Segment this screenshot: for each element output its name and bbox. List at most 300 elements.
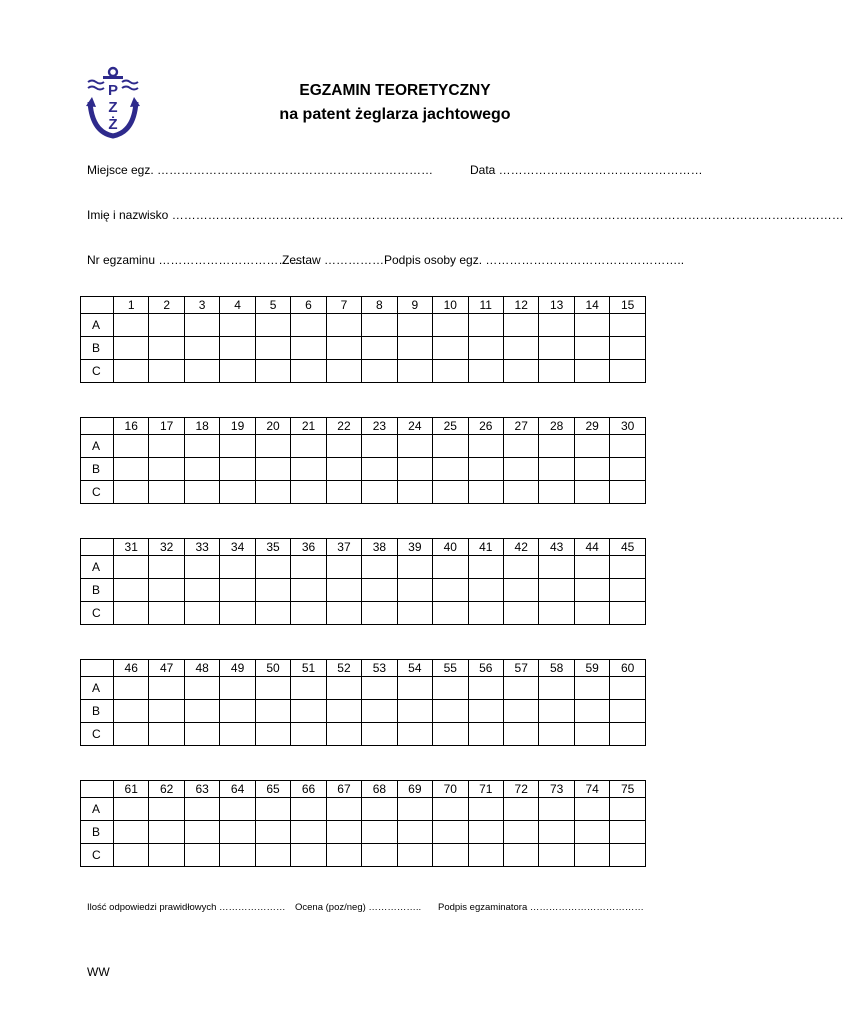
answer-cell[interactable] — [220, 481, 255, 504]
answer-cell[interactable] — [184, 723, 219, 746]
answer-cell[interactable] — [503, 677, 538, 700]
answer-cell[interactable] — [574, 677, 609, 700]
answer-cell[interactable] — [539, 337, 574, 360]
answer-cell[interactable] — [184, 337, 219, 360]
answer-cell[interactable] — [397, 821, 432, 844]
answer-cell[interactable] — [220, 723, 255, 746]
answer-cell[interactable] — [326, 458, 361, 481]
question-number-header: 57 — [503, 660, 538, 677]
question-number-header: 44 — [574, 539, 609, 556]
answer-cell[interactable] — [220, 360, 255, 383]
answer-cell[interactable] — [574, 458, 609, 481]
answer-cell[interactable] — [291, 314, 326, 337]
answer-cell[interactable] — [503, 435, 538, 458]
answer-cell[interactable] — [362, 481, 397, 504]
answer-table-4 — [80, 659, 646, 746]
answer-cell[interactable] — [397, 677, 432, 700]
answer-cell[interactable] — [255, 798, 290, 821]
answer-cell[interactable] — [114, 723, 149, 746]
answer-cell[interactable] — [468, 602, 503, 625]
answer-cell[interactable] — [610, 481, 646, 504]
answer-cell[interactable] — [574, 337, 609, 360]
answer-cell[interactable] — [114, 458, 149, 481]
answer-cell[interactable] — [433, 360, 468, 383]
answer-cell[interactable] — [397, 602, 432, 625]
answer-cell[interactable] — [468, 821, 503, 844]
answer-row — [81, 700, 646, 723]
answer-cell[interactable] — [255, 481, 290, 504]
answer-cell[interactable] — [362, 360, 397, 383]
answer-cell[interactable] — [397, 579, 432, 602]
answer-cell[interactable] — [503, 821, 538, 844]
answer-cell[interactable] — [539, 602, 574, 625]
answer-cell[interactable] — [468, 458, 503, 481]
question-number-header: 5 — [255, 297, 290, 314]
answer-cell[interactable] — [184, 579, 219, 602]
answer-cell[interactable] — [255, 314, 290, 337]
answer-cell[interactable] — [610, 579, 646, 602]
answer-cell[interactable] — [610, 700, 646, 723]
answer-cell[interactable] — [255, 579, 290, 602]
answer-cell[interactable] — [503, 481, 538, 504]
answer-cell[interactable] — [362, 821, 397, 844]
answer-cell[interactable] — [610, 556, 646, 579]
answer-cell[interactable] — [503, 360, 538, 383]
answer-cell[interactable] — [397, 314, 432, 337]
answer-cell[interactable] — [610, 458, 646, 481]
answer-cell[interactable] — [184, 821, 219, 844]
answer-cell[interactable] — [326, 723, 361, 746]
logo-letter-z: Z — [108, 99, 118, 116]
answer-option-label: A — [81, 314, 114, 337]
answer-cell[interactable] — [220, 602, 255, 625]
answer-cell[interactable] — [326, 579, 361, 602]
question-number-header: 73 — [539, 781, 574, 798]
question-number-header: 1 — [114, 297, 149, 314]
question-number-header: 27 — [503, 418, 538, 435]
answer-row — [81, 435, 646, 458]
answer-cell[interactable] — [503, 602, 538, 625]
answer-cell[interactable] — [397, 458, 432, 481]
answer-cell[interactable] — [149, 337, 184, 360]
answer-cell[interactable] — [255, 602, 290, 625]
answer-cell[interactable] — [362, 337, 397, 360]
answer-cell[interactable] — [149, 435, 184, 458]
answer-cell[interactable] — [326, 700, 361, 723]
field-nr-egzaminu[interactable]: Nr egzaminu ………………………………. — [87, 253, 306, 267]
answer-cell[interactable] — [114, 337, 149, 360]
answer-cell[interactable] — [574, 556, 609, 579]
answer-cell[interactable] — [149, 677, 184, 700]
answer-cell[interactable] — [468, 314, 503, 337]
answer-cell[interactable] — [503, 579, 538, 602]
question-number-header: 2 — [149, 297, 184, 314]
answer-cell[interactable] — [610, 677, 646, 700]
answer-cell[interactable] — [255, 723, 290, 746]
answer-cell[interactable] — [114, 798, 149, 821]
answer-row — [81, 337, 646, 360]
answer-cell[interactable] — [149, 821, 184, 844]
answer-cell[interactable] — [539, 798, 574, 821]
answer-option-label: C — [81, 481, 114, 504]
answer-cell[interactable] — [468, 677, 503, 700]
answer-table-5 — [80, 780, 646, 867]
answer-cell[interactable] — [539, 723, 574, 746]
answer-cell[interactable] — [291, 844, 326, 867]
field-imie-nazwisko[interactable]: Imię i nazwisko …………………………………………………………………………………………………………………………………………………… — [87, 208, 844, 222]
answer-cell[interactable] — [539, 700, 574, 723]
answer-cell[interactable] — [433, 435, 468, 458]
answer-cell[interactable] — [114, 314, 149, 337]
answer-cell[interactable] — [433, 677, 468, 700]
answer-cell[interactable] — [468, 723, 503, 746]
answer-cell[interactable] — [503, 314, 538, 337]
answer-cell[interactable] — [184, 556, 219, 579]
footer-ilosc-odpowiedzi[interactable]: Ilość odpowiedzi prawidłowych ………………… — [87, 902, 286, 913]
answer-cell[interactable] — [149, 798, 184, 821]
answer-cell[interactable] — [114, 602, 149, 625]
answer-cell[interactable] — [539, 314, 574, 337]
answer-cell[interactable] — [149, 700, 184, 723]
answer-cell[interactable] — [326, 360, 361, 383]
question-number-header: 66 — [291, 781, 326, 798]
answer-option-label: A — [81, 435, 114, 458]
answer-cell[interactable] — [362, 700, 397, 723]
question-number-header: 75 — [610, 781, 646, 798]
answer-cell[interactable] — [326, 677, 361, 700]
answer-cell[interactable] — [468, 844, 503, 867]
footer-ocena[interactable]: Ocena (poz/neg) …………….. — [295, 902, 422, 913]
answer-table-1 — [80, 296, 646, 383]
answer-cell[interactable] — [539, 458, 574, 481]
answer-cell[interactable] — [149, 844, 184, 867]
question-number-header: 25 — [433, 418, 468, 435]
answer-option-label: C — [81, 844, 114, 867]
answer-cell[interactable] — [326, 435, 361, 458]
answer-cell[interactable] — [610, 435, 646, 458]
answer-option-label: B — [81, 337, 114, 360]
answer-cell[interactable] — [149, 314, 184, 337]
question-number-header: 62 — [149, 781, 184, 798]
question-number-header: 48 — [184, 660, 219, 677]
answer-cell[interactable] — [362, 723, 397, 746]
answer-cell[interactable] — [326, 821, 361, 844]
question-number-header: 4 — [220, 297, 255, 314]
answer-cell[interactable] — [468, 556, 503, 579]
answer-cell[interactable] — [433, 602, 468, 625]
answer-row — [81, 458, 646, 481]
answer-cell[interactable] — [574, 314, 609, 337]
answer-cell[interactable] — [610, 360, 646, 383]
answer-cell[interactable] — [397, 723, 432, 746]
answer-cell[interactable] — [574, 435, 609, 458]
answer-cell[interactable] — [574, 579, 609, 602]
answer-cell[interactable] — [503, 798, 538, 821]
question-number-header: 23 — [362, 418, 397, 435]
question-number-header: 68 — [362, 781, 397, 798]
question-number-header: 22 — [326, 418, 361, 435]
answer-option-label: A — [81, 798, 114, 821]
answer-cell[interactable] — [255, 677, 290, 700]
answer-cell[interactable] — [114, 360, 149, 383]
answer-cell[interactable] — [255, 844, 290, 867]
answer-cell[interactable] — [255, 556, 290, 579]
answer-cell[interactable] — [362, 314, 397, 337]
answer-cell[interactable] — [184, 360, 219, 383]
answer-cell[interactable] — [291, 602, 326, 625]
answer-row — [81, 602, 646, 625]
answer-cell[interactable] — [433, 314, 468, 337]
answer-cell[interactable] — [433, 844, 468, 867]
answer-cell[interactable] — [468, 481, 503, 504]
answer-cell[interactable] — [220, 314, 255, 337]
answer-cell[interactable] — [362, 798, 397, 821]
question-number-header: 59 — [574, 660, 609, 677]
answer-cell[interactable] — [433, 821, 468, 844]
answer-option-label: B — [81, 700, 114, 723]
answer-cell[interactable] — [149, 556, 184, 579]
question-number-header: 61 — [114, 781, 149, 798]
answer-cell[interactable] — [291, 435, 326, 458]
answer-cell[interactable] — [362, 435, 397, 458]
answer-cell[interactable] — [503, 844, 538, 867]
answer-cell[interactable] — [255, 700, 290, 723]
answer-cell[interactable] — [539, 821, 574, 844]
answer-cell[interactable] — [468, 435, 503, 458]
answer-row — [81, 360, 646, 383]
answer-cell[interactable] — [326, 556, 361, 579]
answer-cell[interactable] — [291, 677, 326, 700]
answer-cell[interactable] — [539, 579, 574, 602]
answer-cell[interactable] — [433, 458, 468, 481]
answer-cell[interactable] — [539, 677, 574, 700]
answer-cell[interactable] — [362, 579, 397, 602]
answer-cell[interactable] — [539, 556, 574, 579]
table-corner-cell — [81, 418, 114, 435]
answer-cell[interactable] — [503, 556, 538, 579]
answer-cell[interactable] — [503, 700, 538, 723]
answer-cell[interactable] — [539, 481, 574, 504]
answer-row — [81, 677, 646, 700]
answer-cell[interactable] — [326, 798, 361, 821]
answer-cell[interactable] — [149, 579, 184, 602]
question-number-header: 28 — [539, 418, 574, 435]
answer-cell[interactable] — [326, 314, 361, 337]
question-number-header: 43 — [539, 539, 574, 556]
answer-cell[interactable] — [114, 435, 149, 458]
answer-cell[interactable] — [397, 481, 432, 504]
answer-cell[interactable] — [362, 677, 397, 700]
answer-cell[interactable] — [114, 677, 149, 700]
answer-cell[interactable] — [149, 481, 184, 504]
question-number-header: 6 — [291, 297, 326, 314]
answer-cell[interactable] — [220, 458, 255, 481]
answer-cell[interactable] — [574, 844, 609, 867]
answer-option-label: A — [81, 677, 114, 700]
answer-cell[interactable] — [184, 314, 219, 337]
page-title: EGZAMIN TEORETYCZNY — [299, 82, 491, 99]
question-number-header: 21 — [291, 418, 326, 435]
answer-cell[interactable] — [220, 337, 255, 360]
question-number-header: 60 — [610, 660, 646, 677]
table-corner-cell — [81, 297, 114, 314]
answer-cell[interactable] — [184, 435, 219, 458]
answer-cell[interactable] — [220, 677, 255, 700]
answer-cell[interactable] — [362, 458, 397, 481]
field-podpis-osoby[interactable]: Podpis osoby egz. ………………………………………….. — [384, 253, 685, 267]
answer-cell[interactable] — [397, 700, 432, 723]
answer-cell[interactable] — [255, 337, 290, 360]
answer-cell[interactable] — [220, 844, 255, 867]
footer-podpis-egzaminatora[interactable]: Podpis egzaminatora ……………………………… — [438, 902, 644, 913]
answer-cell[interactable] — [114, 579, 149, 602]
answer-option-label: B — [81, 821, 114, 844]
answer-cell[interactable] — [220, 700, 255, 723]
question-number-header: 15 — [610, 297, 646, 314]
answer-cell[interactable] — [114, 700, 149, 723]
answer-cell[interactable] — [184, 677, 219, 700]
initials: WW — [87, 965, 110, 979]
answer-cell[interactable] — [539, 844, 574, 867]
answer-option-label: C — [81, 602, 114, 625]
answer-cell[interactable] — [468, 798, 503, 821]
answer-cell[interactable] — [184, 798, 219, 821]
answer-cell[interactable] — [291, 556, 326, 579]
answer-cell[interactable] — [574, 700, 609, 723]
answer-cell[interactable] — [610, 798, 646, 821]
answer-cell[interactable] — [184, 844, 219, 867]
question-number-header: 40 — [433, 539, 468, 556]
field-zestaw[interactable]: Zestaw …………… — [282, 253, 385, 267]
answer-cell[interactable] — [397, 798, 432, 821]
answer-cell[interactable] — [468, 700, 503, 723]
answer-cell[interactable] — [574, 602, 609, 625]
answer-cell[interactable] — [503, 458, 538, 481]
answer-cell[interactable] — [220, 556, 255, 579]
answer-cell[interactable] — [149, 723, 184, 746]
answer-cell[interactable] — [362, 602, 397, 625]
answer-cell[interactable] — [539, 360, 574, 383]
answer-cell[interactable] — [610, 844, 646, 867]
answer-cell[interactable] — [503, 337, 538, 360]
answer-cell[interactable] — [397, 556, 432, 579]
answer-cell[interactable] — [433, 723, 468, 746]
answer-cell[interactable] — [362, 556, 397, 579]
question-number-header: 14 — [574, 297, 609, 314]
question-number-header: 52 — [326, 660, 361, 677]
answer-cell[interactable] — [433, 798, 468, 821]
answer-cell[interactable] — [433, 337, 468, 360]
answer-cell[interactable] — [397, 337, 432, 360]
answer-cell[interactable] — [114, 821, 149, 844]
answer-cell[interactable] — [149, 458, 184, 481]
answer-cell[interactable] — [291, 723, 326, 746]
question-number-header: 45 — [610, 539, 646, 556]
answer-cell[interactable] — [574, 360, 609, 383]
answer-cell[interactable] — [468, 360, 503, 383]
question-number-header: 36 — [291, 539, 326, 556]
answer-cell[interactable] — [220, 821, 255, 844]
answer-cell[interactable] — [184, 602, 219, 625]
answer-cell[interactable] — [610, 723, 646, 746]
answer-cell[interactable] — [610, 337, 646, 360]
answer-row — [81, 798, 646, 821]
answer-cell[interactable] — [255, 458, 290, 481]
answer-cell[interactable] — [291, 700, 326, 723]
answer-cell[interactable] — [220, 798, 255, 821]
answer-cell[interactable] — [291, 337, 326, 360]
answer-cell[interactable] — [291, 458, 326, 481]
answer-cell[interactable] — [326, 602, 361, 625]
question-number-header: 58 — [539, 660, 574, 677]
answer-cell[interactable] — [291, 481, 326, 504]
answer-cell[interactable] — [291, 360, 326, 383]
answer-cell[interactable] — [574, 723, 609, 746]
answer-cell[interactable] — [397, 360, 432, 383]
answer-cell[interactable] — [114, 844, 149, 867]
answer-cell[interactable] — [433, 579, 468, 602]
question-number-header: 11 — [468, 297, 503, 314]
answer-cell[interactable] — [468, 337, 503, 360]
answer-cell[interactable] — [114, 556, 149, 579]
answer-cell[interactable] — [468, 579, 503, 602]
field-miejsce[interactable]: Miejsce egz. …………………………………………………………… — [87, 163, 434, 177]
answer-cell[interactable] — [149, 602, 184, 625]
question-number-header: 13 — [539, 297, 574, 314]
answer-cell[interactable] — [610, 602, 646, 625]
answer-cell[interactable] — [326, 337, 361, 360]
answer-option-label: C — [81, 723, 114, 746]
answer-cell[interactable] — [255, 435, 290, 458]
answer-cell[interactable] — [291, 798, 326, 821]
answer-cell[interactable] — [326, 844, 361, 867]
answer-cell[interactable] — [255, 360, 290, 383]
question-number-header: 49 — [220, 660, 255, 677]
answer-cell[interactable] — [149, 360, 184, 383]
answer-cell[interactable] — [433, 481, 468, 504]
question-number-header: 63 — [184, 781, 219, 798]
answer-cell[interactable] — [433, 556, 468, 579]
answer-cell[interactable] — [539, 435, 574, 458]
answer-cell[interactable] — [326, 481, 361, 504]
answer-cell[interactable] — [574, 481, 609, 504]
answer-cell[interactable] — [184, 458, 219, 481]
question-number-header: 42 — [503, 539, 538, 556]
question-number-header: 20 — [255, 418, 290, 435]
answer-cell[interactable] — [397, 435, 432, 458]
answer-cell[interactable] — [184, 481, 219, 504]
answer-row — [81, 556, 646, 579]
answer-cell[interactable] — [291, 821, 326, 844]
answer-cell[interactable] — [362, 844, 397, 867]
question-number-header: 33 — [184, 539, 219, 556]
field-data[interactable]: Data …………………………………………… — [470, 163, 703, 177]
answer-cell[interactable] — [397, 844, 432, 867]
answer-cell[interactable] — [574, 821, 609, 844]
answer-cell[interactable] — [184, 700, 219, 723]
question-number-header: 17 — [149, 418, 184, 435]
answer-cell[interactable] — [433, 700, 468, 723]
answer-cell[interactable] — [114, 481, 149, 504]
answer-cell[interactable] — [503, 723, 538, 746]
answer-cell[interactable] — [574, 798, 609, 821]
answer-cell[interactable] — [291, 579, 326, 602]
answer-cell[interactable] — [255, 821, 290, 844]
answer-cell[interactable] — [220, 435, 255, 458]
answer-cell[interactable] — [220, 579, 255, 602]
answer-cell[interactable] — [610, 821, 646, 844]
answer-cell[interactable] — [610, 314, 646, 337]
